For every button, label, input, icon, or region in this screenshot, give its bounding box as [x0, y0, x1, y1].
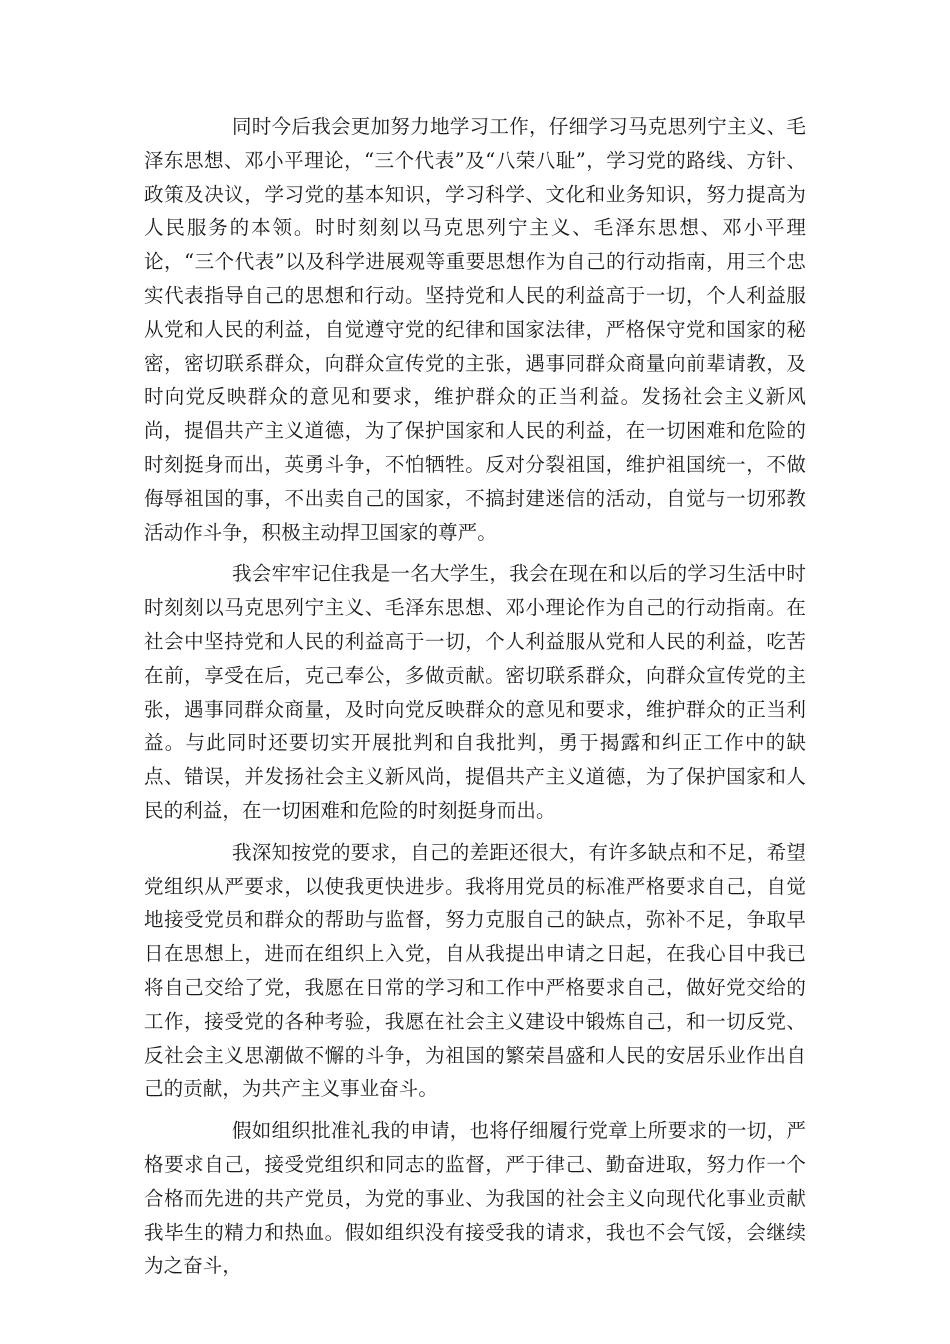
document-body [144, 110, 806, 1291]
paragraph-student-identity: 我会牢牢记住我是一名大学生，我会在现在和以后的学习生活中时时刻刻以马克思列宁主义、毛泽东思想、邓小理论作为自己的行动指南。在社会中坚持党和人民的利益高于一切，个人利益服从党和人民的利益，吃苦在前，享受在后，克己奉公，多做贡献。密切联系群众，向群众宣传党的主张，遇事同群众商量，及时向党反映群众的意见和要求，维护群众的正当利益。与此同时还要切实开展批判和自我批判，勇于揭露和纠正工作中的缺点、错误，并发扬社会主义新风尚，提倡共产主义道德，为了保护国家和人民的利益，在一切困难和危险的时刻挺身而出。 [144, 562, 806, 822]
paragraph-application-outcome: 假如组织批准礼我的申请，也将仔细履行党章上所要求的一切，严格要求自己，接受党组织和同志的监督，严于律己、勤奋进取，努力作一个合格而先进的共产党员，为党的事业、为我国的社会主义向现代化事业贡献我毕生的精力和热血。假如组织没有接受我的请求，我也不会气馁，会继续为之奋斗， [144, 1119, 806, 1278]
paragraph-self-improvement: 我深知按党的要求，自己的差距还很大，有许多缺点和不足，希望党组织从严要求，以使我更快进步。我将用党员的标准严格要求自己，自觉地接受党员和群众的帮助与监督，努力克服自己的缺点，弥补不足，争取早日在思想上，进而在组织上入党，自从我提出申请之日起，在我心目中我已将自己交给了党，我愿在日常的学习和工作中严格要求自己，做好党交给的工作，接受党的各种考验，我愿在社会主义建设中锻炼自己，和一切反党、反社会主义思潮做不懈的斗争，为祖国的繁荣昌盛和人民的安居乐业作出自己的贡献，为共产主义事业奋斗。 [144, 840, 806, 1101]
paragraph-study-commitment: 同时今后我会更加努力地学习工作，仔细学习马克思列宁主义、毛泽东思想、邓小平理论，“三个代表”及“八荣八耻”，学习党的路线、方针、政策及决议，学习党的基本知识，学习科学、文化和业务知识，努力提高为人民服务的本领。时时刻刻以马克思列宁主义、毛泽东思想、邓小平理论，“三个代表”以及科学进展观等重要思想作为自己的行动指南，用三个忠实代表指导自己的思想和行动。坚持党和人民的利益高于一切，个人利益服从党和人民的利益，自觉遵守党的纪律和国家法律，严格保守党和国家的秘密，密切联系群众，向群众宣传党的主张，遇事同群众商量向前辈请教，及时向党反映群众的意见和要求，维护群众的正当利益。发扬社会主义新风尚，提倡共产主义道德，为了保护国家和人民的利益，在一切困难和危险的时刻挺身而出，英勇斗争，不怕牺牲。反对分裂祖国，维护祖国统一，不做侮辱祖国的事，不出卖自己的国家，不搞封建迷信的活动，自觉与一切邪教活动作斗争，积极主动捍卫国家的尊严。 [144, 115, 806, 544]
